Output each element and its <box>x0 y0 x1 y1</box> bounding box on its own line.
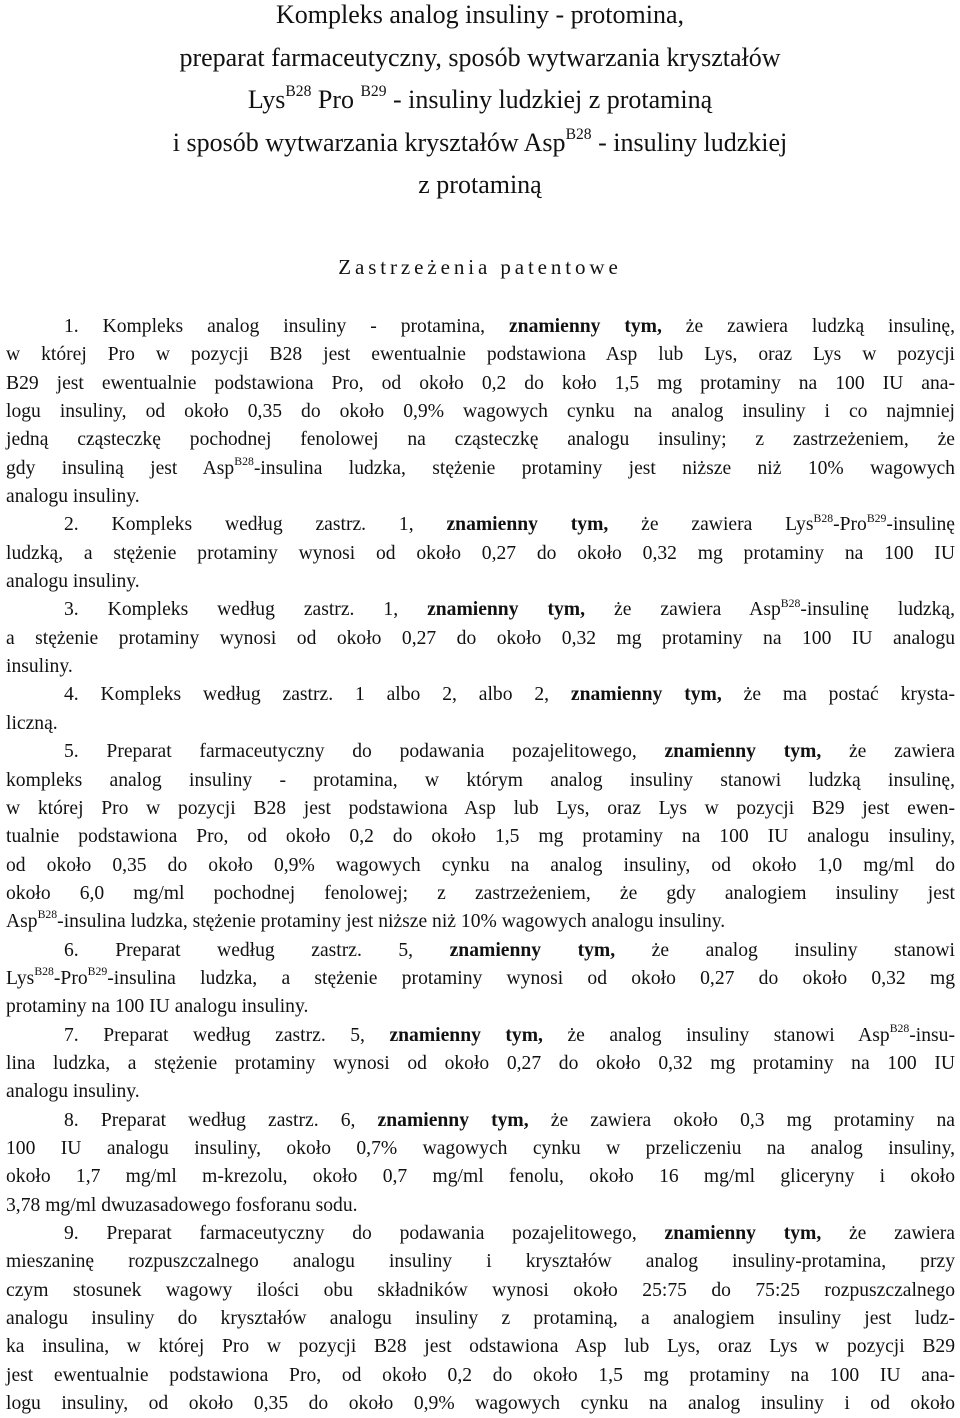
title-line: z protaminą <box>418 170 542 199</box>
claim-5-line: około 6,0 mg/ml pochodnej fenolowej; z zastrzeżeniem, że gdy analogiem insuliny jest <box>6 882 955 904</box>
claim-text: że analog insuliny stanowi <box>615 939 955 961</box>
claim-9-line: ka insulina, w której Pro w pozycji B28 jest odstawiona Asp lub Lys, oraz Lys w pozycji B29 <box>6 1336 955 1358</box>
superscript: B28 <box>565 125 592 143</box>
claim-text: -Pro <box>833 514 867 536</box>
claim-text: 9. Preparat farmaceutyczny do podawania pozajelitowego, <box>64 1223 665 1244</box>
title-line: Kompleks analog insuliny - protomina, <box>275 0 684 29</box>
claim-text: 2. Kompleks według zastrz. 1, <box>64 514 447 536</box>
claim-text: że zawiera <box>821 1223 955 1244</box>
claim-9-line <box>6 1220 955 1248</box>
claim-text: Lys <box>6 967 35 989</box>
claim-5-line: kompleks analog insuliny - protamina, w którym analog insuliny stanowi ludzką insulinę, <box>6 769 955 791</box>
claim-keyword: znamienny tym, <box>427 599 586 621</box>
superscript: B29 <box>360 83 387 101</box>
title-line: preparat farmaceutyczny, sposób wytwarzania kryształów <box>179 42 781 72</box>
claim-9-line: jest ewentualnie podstawiona Pro, od około 0,2 do około 1,5 mg protaminy na 100 IU ana- <box>6 1364 955 1386</box>
claim-5-line: od około 0,35 do około 0,9% wagowych cynku na analog insuliny, od około 1,0 mg/ml do <box>6 854 955 876</box>
claim-7-line: lina ludzka, a stężenie protaminy wynosi od około 0,27 do około 0,32 mg protaminy na 100 IU <box>6 1052 955 1074</box>
claim-1-line: logu insuliny, od około 0,35 do około 0,9% wagowych cynku na analog insuliny i co najmniej <box>6 401 955 423</box>
title-line <box>0 79 960 122</box>
claim-8-line <box>6 1107 955 1135</box>
claim-text: że zawiera około 0,3 mg protaminy na <box>528 1109 955 1131</box>
claim-text: że zawiera <box>821 741 955 763</box>
title-text: - insuliny ludzkiej <box>591 127 788 157</box>
claim-1-line: w której Pro w pozycji B28 jest ewentualnie podstawiona Asp lub Lys, oraz Lys w pozycji <box>6 344 955 366</box>
claim-6-line <box>6 965 955 993</box>
claim-3-line <box>6 596 955 624</box>
claim-5-line <box>6 738 955 766</box>
claim-keyword: znamienny tym, <box>508 316 662 337</box>
claim-5-line <box>6 908 955 936</box>
claim-text: -insulina ludzka, stężenie protaminy jest niższe niż 10% wagowych <box>253 457 955 479</box>
claim-text: -insu- <box>909 1024 955 1046</box>
claim-text: 4. Kompleks według zastrz. 1 albo 2, albo 2, <box>64 684 571 706</box>
claim-keyword: znamienny tym, <box>377 1109 529 1131</box>
claim-text: 5. Preparat farmaceutyczny do podawania pozajelitowego, <box>64 741 665 763</box>
claim-1-line: analogu insuliny. <box>6 486 140 508</box>
claim-keyword: znamienny tym, <box>570 684 722 706</box>
title-text: Pro <box>311 85 361 114</box>
claim-2-line: analogu insuliny. <box>6 571 140 593</box>
claim-9-line: logu insuliny, od około 0,35 do około 0,9% wagowych cynku na analog insuliny i od około <box>6 1393 955 1415</box>
claim-text: że ma postać krysta- <box>721 684 956 706</box>
title-text: i sposób wytwarzania kryształów Asp <box>172 127 566 157</box>
claim-text: że zawiera ludzką insulinę, <box>661 316 955 337</box>
claim-keyword: znamienny tym, <box>664 741 822 763</box>
claim-2-line <box>6 511 955 539</box>
claim-text: -insulinę ludzką, <box>800 599 956 621</box>
superscript: B28 <box>34 965 54 979</box>
superscript: B28 <box>780 596 801 610</box>
claim-8-line: 3,78 mg/ml dwuzasadowego fosforanu sodu. <box>6 1194 358 1216</box>
superscript: B29 <box>866 511 887 525</box>
claim-1-line: jedną cząsteczkę pochodnej fenolowej na cząsteczkę analogu insuliny; z zastrzeżeniem, że <box>6 429 955 451</box>
claim-keyword: znamienny tym, <box>446 514 609 536</box>
claim-7-line <box>6 1022 955 1050</box>
claim-8-line: około 1,7 mg/ml m-krezolu, około 0,7 mg/ml fenolu, około 16 mg/ml gliceryny i około <box>6 1166 955 1188</box>
claim-text: -insulina ludzka, stężenie protaminy jest niższe niż 10% wagowych analogu insuliny. <box>57 911 726 933</box>
claims-list <box>6 313 955 1418</box>
claim-text: 1. Kompleks analog insuliny - protamina, <box>64 316 509 337</box>
claim-keyword: znamienny tym, <box>664 1223 822 1244</box>
claim-keyword: znamienny tym, <box>449 939 616 961</box>
claim-6-line: protaminy na 100 IU analogu insuliny. <box>6 996 309 1018</box>
claim-3-line: insuliny. <box>6 656 73 678</box>
superscript: B28 <box>285 83 312 101</box>
title-line <box>0 122 960 165</box>
superscript: B28 <box>813 511 834 525</box>
superscript: B29 <box>87 965 108 979</box>
superscript: B28 <box>889 1021 910 1035</box>
claim-text: gdy insuliną jest Asp <box>6 457 235 479</box>
claim-9-line: analogu insuliny do kryształów analogu insuliny z protaminą, a analogiem insuliny jest ludz- <box>6 1308 955 1330</box>
claim-9-line: czym stosunek wagowy ilości obu składników wynosi około 25:75 do 75:25 rozpuszczalnego <box>6 1279 955 1301</box>
claim-text: -insulinę <box>886 514 955 536</box>
document-title <box>0 0 960 207</box>
claim-text: że zawiera Asp <box>585 599 781 621</box>
claim-text: 8. Preparat według zastrz. 6, <box>64 1109 378 1131</box>
claim-text: że analog insuliny stanowi Asp <box>542 1024 890 1046</box>
superscript: B28 <box>234 454 254 468</box>
claim-keyword: znamienny tym, <box>389 1024 543 1046</box>
claim-text: -Pro <box>53 967 88 989</box>
claim-text: że zawiera Lys <box>608 514 814 536</box>
claim-text: -insulina ludzka, a stężenie protaminy wynosi od około 0,27 do około 0,32 mg <box>107 967 955 989</box>
claim-text: Asp <box>6 911 38 933</box>
claim-1-line <box>6 313 955 341</box>
section-heading: Zastrzeżenia patentowe <box>338 255 622 279</box>
claim-7-line: analogu insuliny. <box>6 1081 140 1103</box>
claim-2-line: ludzką, a stężenie protaminy wynosi od około 0,27 do około 0,32 mg protaminy na 100 IU <box>6 542 955 564</box>
claim-5-line: w której Pro w pozycji B28 jest podstawiona Asp lub Lys, oraz Lys w pozycji B29 jest ewen- <box>6 797 955 819</box>
claim-9-line: mieszaninę rozpuszczalnego analogu insuliny i kryształów analog insuliny-protamina, przy <box>6 1251 955 1273</box>
claim-3-line: a stężenie protaminy wynosi od około 0,27 do około 0,32 mg protaminy na 100 IU analogu <box>6 627 955 649</box>
title-text: - insuliny ludzkiej z protaminą <box>386 85 713 114</box>
claim-4-line: liczną. <box>6 712 58 734</box>
claim-text: 3. Kompleks według zastrz. 1, <box>64 599 428 621</box>
claim-5-line: tualnie podstawiona Pro, od około 0,2 do około 1,5 mg protaminy na 100 IU analogu insuliny, <box>6 826 955 848</box>
title-text: Lys <box>247 85 286 114</box>
claim-text: 6. Preparat według zastrz. 5, <box>64 939 450 961</box>
claim-8-line: 100 IU analogu insuliny, około 0,7% wagowych cynku w przeliczeniu na analog insuliny, <box>6 1137 955 1159</box>
claim-1-line: B29 jest ewentualnie podstawiona Pro, od około 0,2 do koło 1,5 mg protaminy na 100 IU ana- <box>6 372 955 394</box>
claim-4-line <box>6 681 955 709</box>
claim-6-line <box>6 937 955 965</box>
claim-1-line <box>6 455 955 483</box>
superscript: B28 <box>37 908 58 922</box>
claim-text: 7. Preparat według zastrz. 5, <box>64 1024 390 1046</box>
